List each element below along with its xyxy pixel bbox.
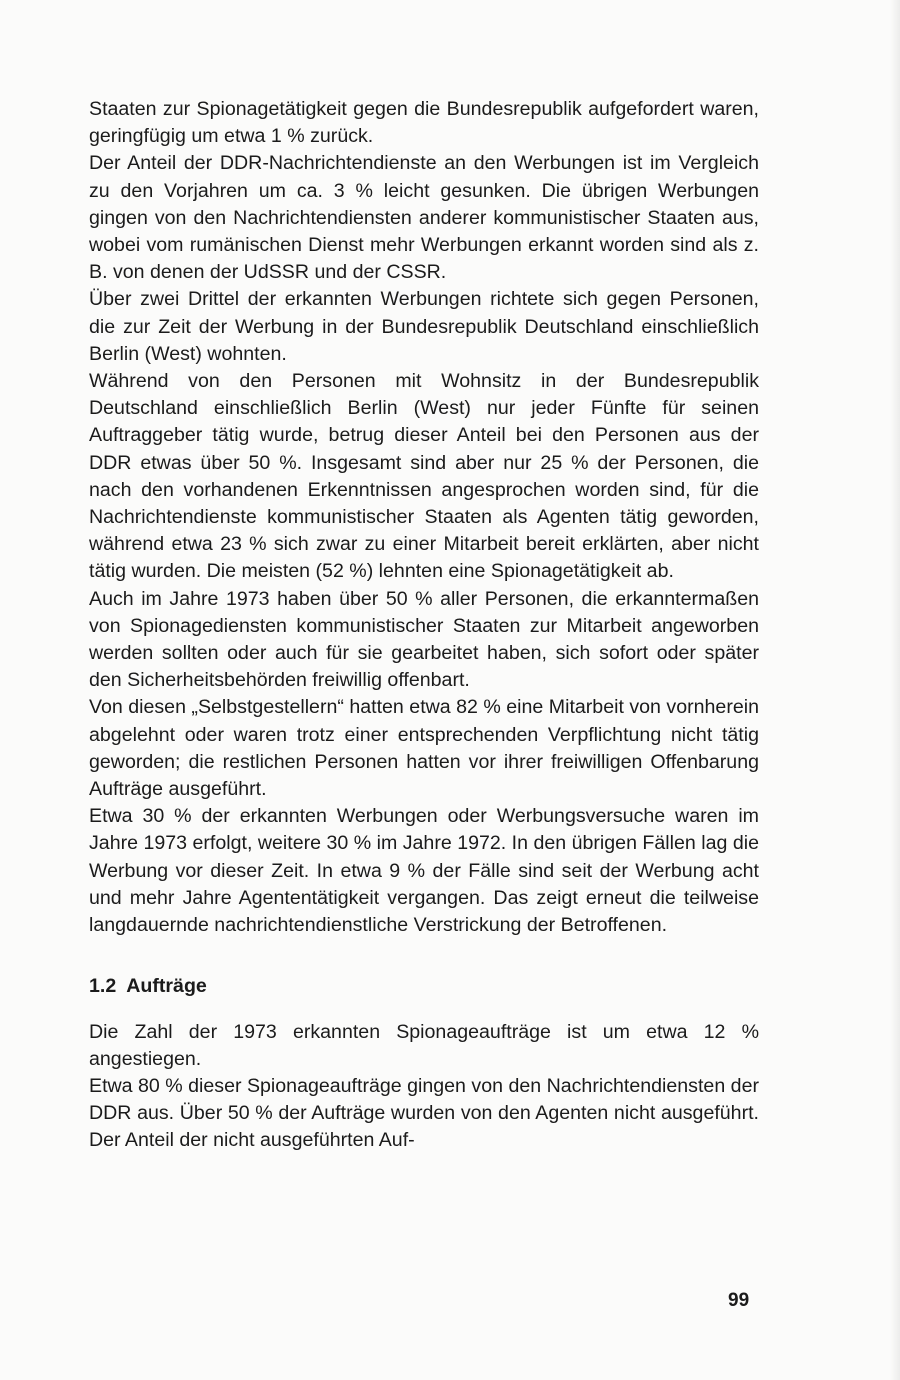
paragraph: Während von den Personen mit Wohnsitz in der Bundesrepublik Deutschland einschließlich Berlin (West) nur jeder Fünfte für seinen Auftraggeber tätig wurde, betrug dieser Anteil bei den Personen aus der DDR etwas über 50 %. Insgesamt sind aber nur 25 % der Personen, die nach den vorhandenen Erkenntnissen angesprochen worden sind, für die Nachrichtendienste kommunistischer Staaten als Agenten tätig geworden, während etwa 23 % sich zwar zu einer Mitarbeit bereit erklärten, aber nicht tätig wurden. Die meisten (52 %) lehnten eine Spionagetätigkeit ab. xyxy=(89,370,759,583)
section-number: 1.2 xyxy=(89,975,117,998)
paragraph: Staaten zur Spionagetätigkeit gegen die Bundesrepublik aufgefordert waren, geringfügig um etwa 1 % zurück. xyxy=(89,98,759,148)
page-number: 99 xyxy=(728,1290,750,1311)
body-text xyxy=(89,96,759,1155)
paragraph: Über zwei Drittel der erkannten Werbungen richtete sich gegen Personen, die zur Zeit der Werbung in der Bundesrepublik Deutschland einschließlich Berlin (West) wohnten. xyxy=(89,288,759,365)
paragraph: Auch im Jahre 1973 haben über 50 % aller Personen, die erkanntermaßen von Spionagediensten kommunistischer Staaten zur Mitarbeit angeworben werden sollten oder auch für sie gearbeitet haben, sich sofort oder später den Sicherheitsbehörden freiwillig offenbart. xyxy=(89,587,759,692)
paragraph: Von diesen „Selbstgestellern“ hatten etwa 82 % eine Mitarbeit von vornherein abgelehnt oder waren trotz einer entsprechenden Verpflichtung nicht tätig geworden; die restlichen Personen hatten vor ihrer freiwilligen Offenbarung Aufträge ausgeführt. xyxy=(89,696,759,801)
section-title: Aufträge xyxy=(126,975,207,998)
paragraph: Die Zahl der 1973 erkannten Spionageaufträge ist um etwa 12 % angestiegen. xyxy=(89,1020,759,1070)
page-edge-shadow xyxy=(890,0,900,1380)
paragraph: Etwa 80 % dieser Spionageaufträge gingen von den Nachrichtendiensten der DDR aus. Über 50 % der Aufträge wurden von den Agenten nicht ausgeführt. Der Anteil der nicht ausgeführten Auf- xyxy=(89,1074,759,1152)
section-heading xyxy=(89,973,759,1000)
paragraph: Der Anteil der DDR-Nachrichtendienste an den Werbungen ist im Vergleich zu den Vorjahren um ca. 3 % leicht gesunken. Die übrigen Werbungen gingen von den Nachrichtendiensten anderer kommunistischer Staaten aus, wobei vom rumänischen Dienst mehr Werbungen erkannt worden sind als z. B. von denen der UdSSR und der CSSR. xyxy=(89,152,759,284)
paragraph: Etwa 30 % der erkannten Werbungen oder Werbungsversuche waren im Jahre 1973 erfolgt, weitere 30 % im Jahre 1972. In den übrigen Fällen lag die Werbung vor dieser Zeit. In etwa 9 % der Fälle sind seit der Werbung acht und mehr Jahre Agententätigkeit vergangen. Das zeigt erneut die teilweise langdauernde nachrichtendienstliche Verstrickung der Betroffenen. xyxy=(89,805,759,937)
